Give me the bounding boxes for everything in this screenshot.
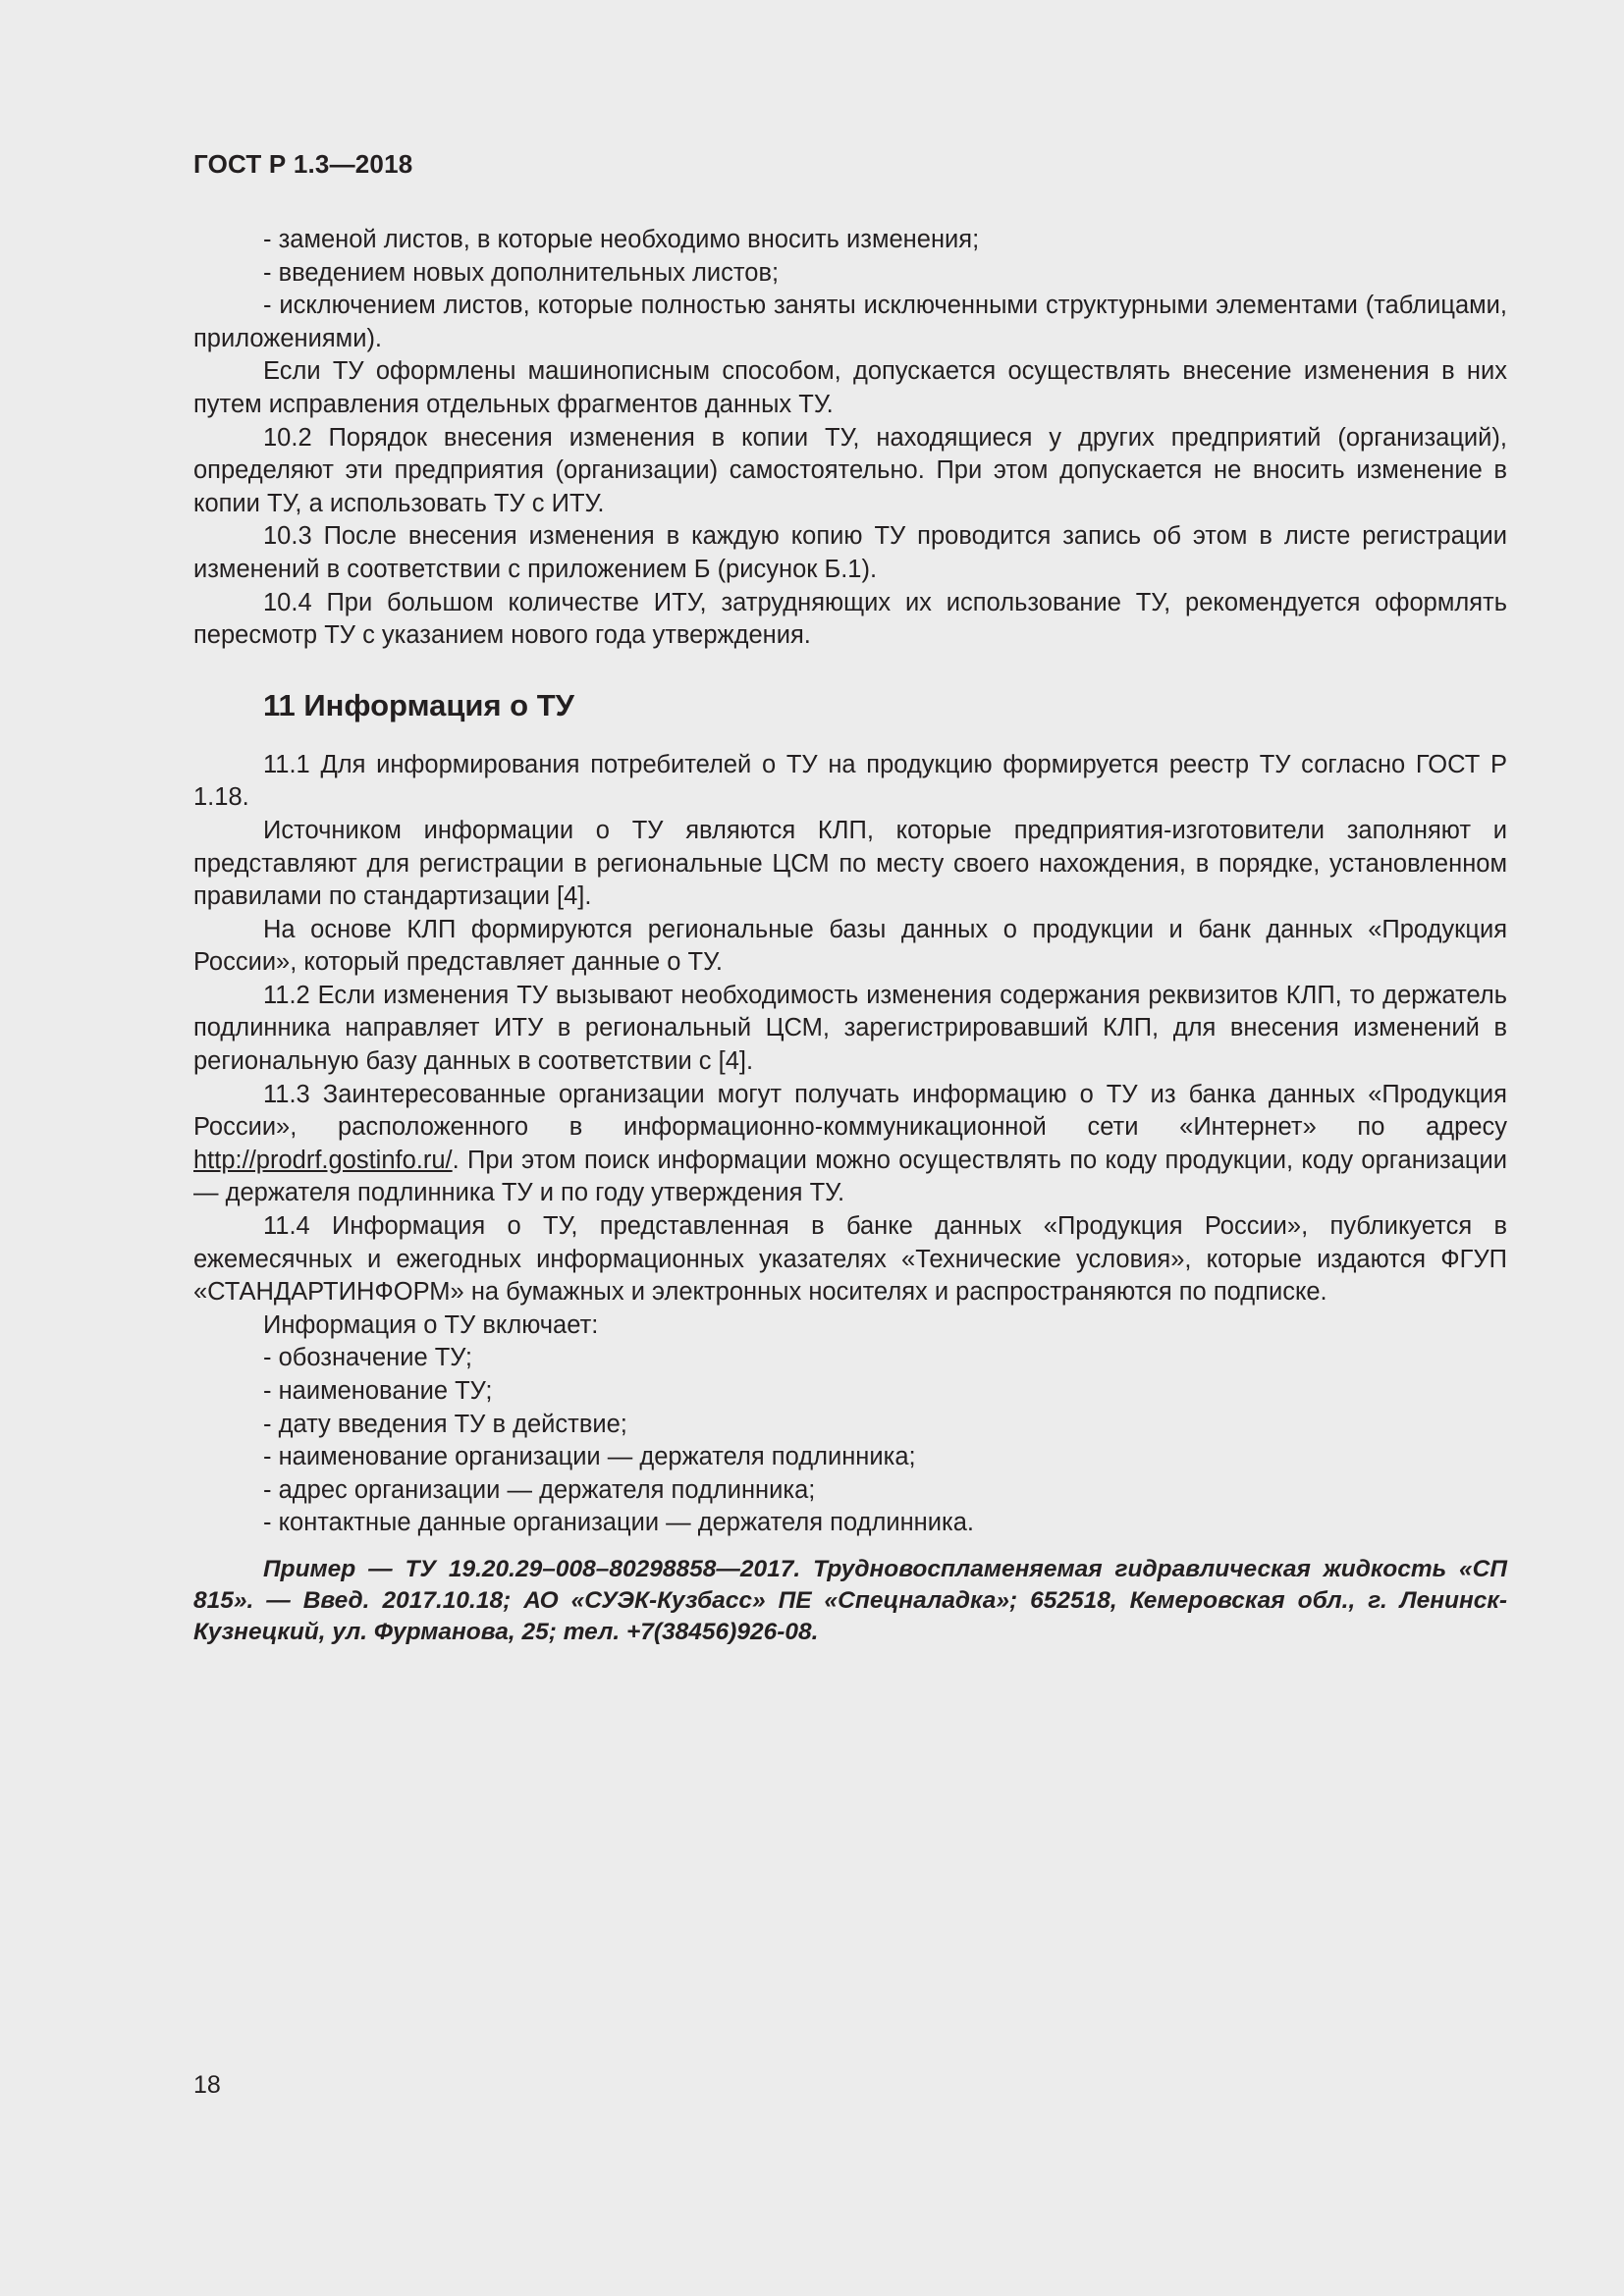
list-item: - адрес организации — держателя подлинника; <box>263 1475 816 1504</box>
list-item: - обозначение ТУ; <box>263 1344 473 1372</box>
list-item: - исключением листов, которые полностью заняты исключенными структурными элементами (таблицами, приложениями). <box>193 292 1507 352</box>
paragraph-11-2: 11.2 Если изменения ТУ вызывают необходимость изменения содержания реквизитов КЛП, то держатель подлинника направляет ИТУ в региональный ЦСМ, зарегистрировавший КЛП, для внесения изменений в региональную базу данных в соответствии с [4]. <box>193 981 1507 1076</box>
example-note: Пример — ТУ 19.20.29–008–80298858—2017. Трудновоспламеняемая гидравлическая жидкость «СП 815». — Введ. 2017.10.18; АО «СУЭК-Кузбасс» ПЕ «Спецналадка»; 652518, Кемеровская обл., г. Ленинск-Кузнецкий, ул. Фурманова, 25; тел. +7(38456)926-08. <box>193 1555 1507 1645</box>
paragraph-10-4: 10.4 При большом количестве ИТУ, затрудняющих их использование ТУ, рекомендуется оформлять пересмотр ТУ с указанием нового года утверждения. <box>193 588 1507 650</box>
paragraph-11-3 <box>193 1079 1507 1210</box>
prodrf-link[interactable]: http://prodrf.gostinfo.ru/ <box>193 1146 453 1174</box>
paragraph-11-3-text-after: . При этом поиск информации можно осуществлять по коду продукции, коду организации — держателя подлинника ТУ и по году утверждения ТУ. <box>193 1146 1507 1207</box>
paragraph: На основе КЛП формируются региональные базы данных о продукции и банк данных «Продукция России», который представляет данные о ТУ. <box>193 915 1507 977</box>
list-intro: Информация о ТУ включает: <box>263 1310 599 1339</box>
page-number: 18 <box>193 2071 221 2099</box>
section-11-heading: 11 Информация о ТУ <box>263 687 574 722</box>
list-item: - заменой листов, в которые необходимо вносить изменения; <box>263 226 980 253</box>
paragraph-11-3-text: 11.3 Заинтересованные организации могут получать информацию о ТУ из банка данных «Продукция России», расположенного в информационно-коммуникационной сети «Интернет» по адресу <box>193 1080 1507 1142</box>
list-item: - наименование организации — держателя подлинника; <box>263 1443 916 1471</box>
list-item: - введением новых дополнительных листов; <box>263 258 780 287</box>
paragraph-11-4: 11.4 Информация о ТУ, представленная в банке данных «Продукция России», публикуется в ежемесячных и ежегодных информационных указателях «Технические условия», которые издаются ФГУП «СТАНДАРТИНФОРМ» на бумажных и электронных носителях и распространяются по подписке. <box>193 1212 1507 1307</box>
list-item: - контактные данные организации — держателя подлинника. <box>263 1509 974 1537</box>
paragraph: Если ТУ оформлены машинописным способом, допускается осуществлять внесение изменения в них путем исправления отдельных фрагментов данных ТУ. <box>193 357 1507 418</box>
paragraph-10-3: 10.3 После внесения изменения в каждую копию ТУ проводится запись об этом в листе регистрации изменений в соответствии с приложением Б (рисунок Б.1). <box>193 522 1507 583</box>
page-content <box>193 224 1507 1648</box>
paragraph: Источником информации о ТУ являются КЛП, которые предприятия-изготовители заполняют и представляют для регистрации в региональные ЦСМ по месту своего нахождения, в порядке, установленном правилами по стандартизации [4]. <box>193 816 1507 911</box>
list-item: - наименование ТУ; <box>263 1377 493 1405</box>
paragraph-11-1: 11.1 Для информирования потребителей о ТУ на продукцию формируется реестр ТУ согласно ГОСТ Р 1.18. <box>193 750 1507 812</box>
list-item: - дату введения ТУ в действие; <box>263 1410 627 1438</box>
page-header-title: ГОСТ Р 1.3—2018 <box>193 149 413 179</box>
paragraph-10-2: 10.2 Порядок внесения изменения в копии ТУ, находящиеся у других предприятий (организаций), определяют эти предприятия (организации) самостоятельно. При этом допускается не вносить изменение в копии ТУ, а использовать ТУ с ИТУ. <box>193 423 1507 517</box>
